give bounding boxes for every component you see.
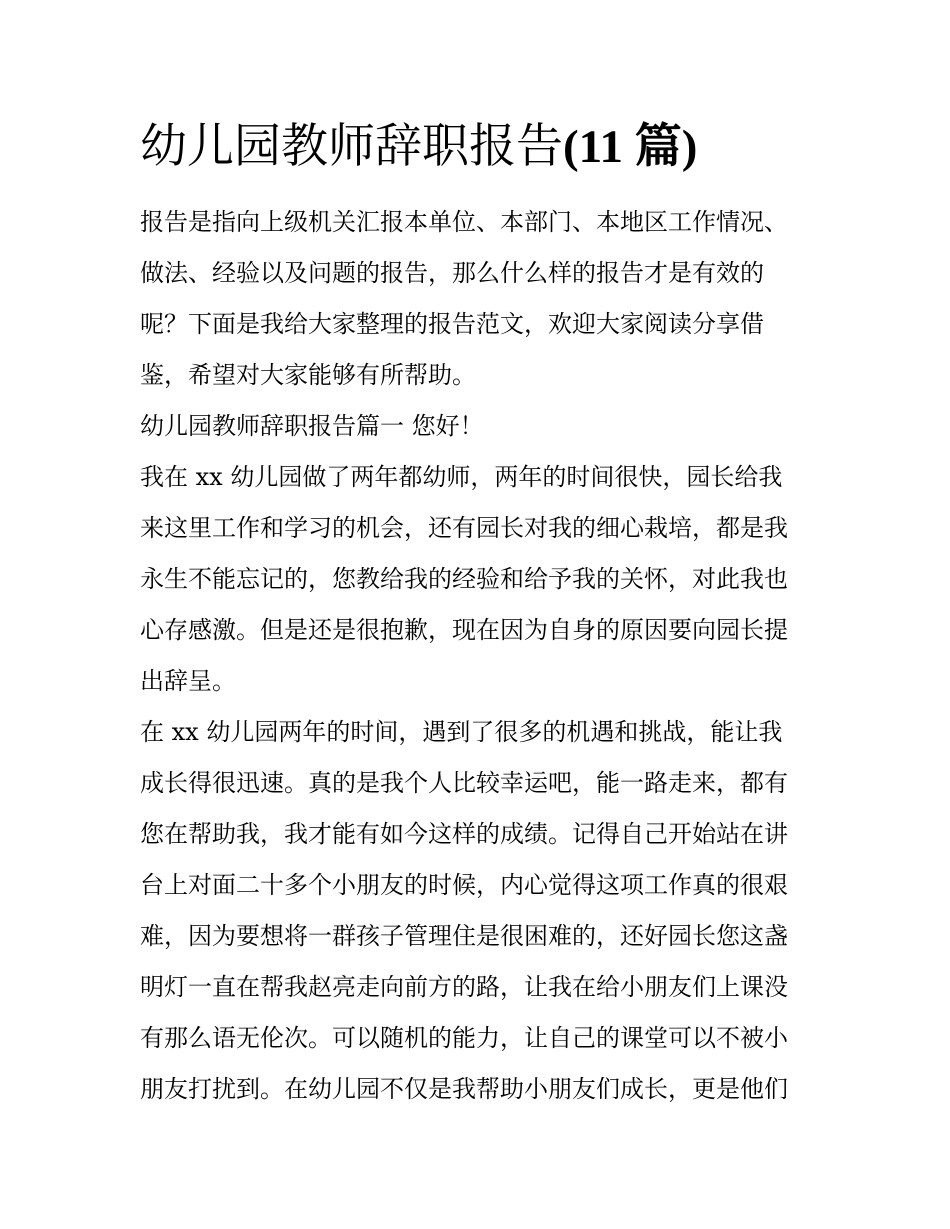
- text-line: 成长得很迅速。真的是我个人比较幸运吧，能一路走来，都有: [140, 769, 788, 797]
- title-suffix: (11 篇): [563, 121, 698, 173]
- title-main: 幼儿园教师辞职报告: [140, 119, 563, 174]
- text-line: 您在帮助我，我才能有如今这样的成绩。记得自己开始站在讲: [140, 820, 788, 848]
- text-line: 报告是指向上级机关汇报本单位、本部门、本地区工作情况、: [140, 208, 788, 236]
- section-heading: 幼儿园教师辞职报告篇一 您好！: [140, 412, 484, 440]
- text-line: 台上对面二十多个小朋友的时候，内心觉得这项工作真的很艰: [140, 871, 788, 899]
- text-line: 我在 xx 幼儿园做了两年都幼师，两年的时间很快，园长给我: [140, 463, 783, 491]
- document-body: [140, 197, 812, 1115]
- text-line: 心存感激。但是还是很抱歉，现在因为自身的原因要向园长提: [140, 616, 788, 644]
- text-line: 做法、经验以及问题的报告，那么什么样的报告才是有效的: [140, 259, 764, 287]
- text-line: 永生不能忘记的，您教给我的经验和给予我的关怀，对此我也: [140, 565, 788, 593]
- text-line: 来这里工作和学习的机会，还有园长对我的细心栽培，都是我: [140, 514, 788, 542]
- text-line: 明灯一直在帮我赵亮走向前方的路，让我在给小朋友们上课没: [140, 973, 788, 1001]
- text-line: 鉴，希望对大家能够有所帮助。: [140, 361, 476, 389]
- text-line: 在 xx 幼儿园两年的时间，遇到了很多的机遇和挑战，能让我: [140, 718, 783, 746]
- document-title: [140, 112, 840, 182]
- text-line: 呢？下面是我给大家整理的报告范文，欢迎大家阅读分享借: [140, 310, 764, 338]
- text-line: 出辞呈。: [140, 667, 236, 695]
- text-line: 有那么语无伦次。可以随机的能力，让自己的课堂可以不被小: [140, 1024, 788, 1052]
- text-line: 难，因为要想将一群孩子管理住是很困难的，还好园长您这盏: [140, 922, 788, 950]
- text-line: 朋友打扰到。在幼儿园不仅是我帮助小朋友们成长，更是他们: [140, 1075, 788, 1103]
